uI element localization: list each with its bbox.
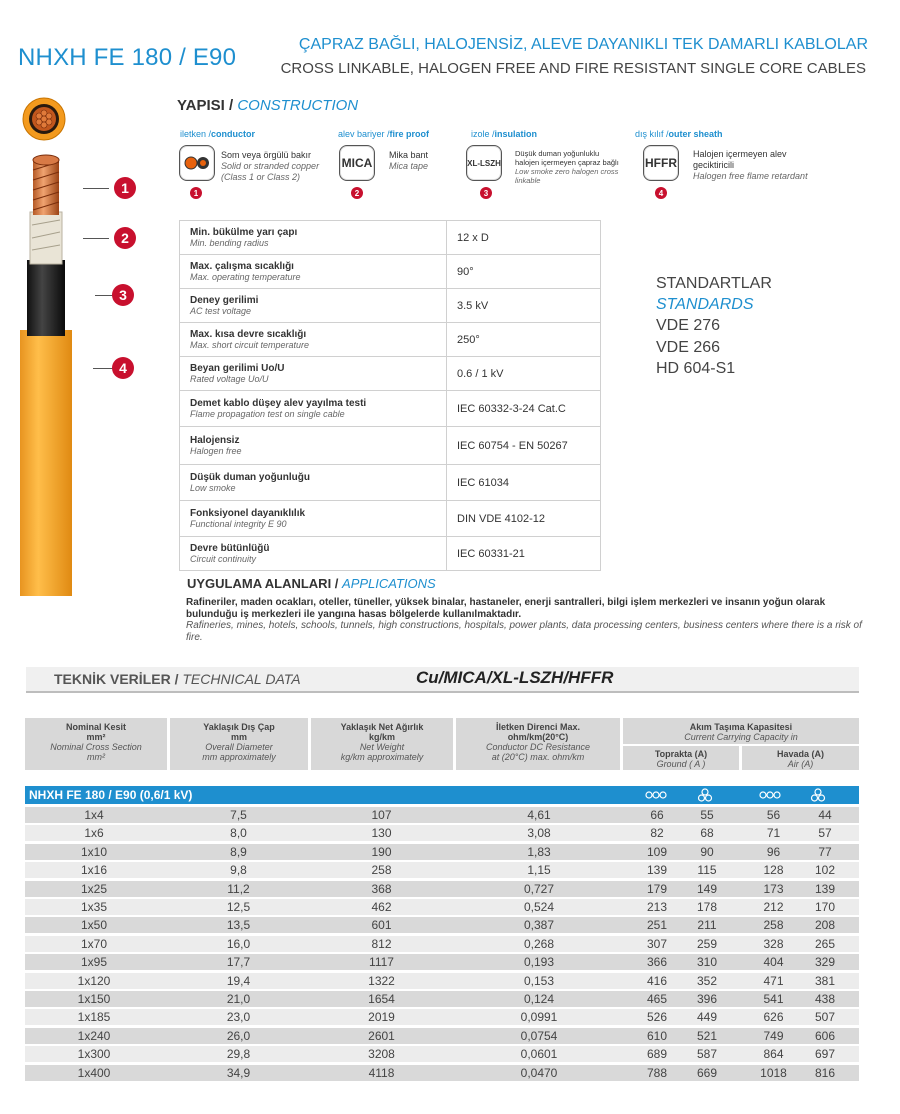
table-cell: 44 <box>818 808 832 822</box>
table-cell: 17,7 <box>226 955 251 970</box>
leader-line <box>83 238 109 239</box>
table-cell: 368 <box>371 881 392 896</box>
table-cell: 462 <box>371 900 392 914</box>
table-row <box>25 991 859 1007</box>
part-desc-insulation: Düşük duman yoğunluklu halojen içermeyen çapraz bağlı Low smoke zero halogen cross linkable <box>515 149 619 185</box>
table-cell: 0,0991 <box>520 1010 558 1025</box>
table-cell: 19,4 <box>226 973 251 988</box>
table-cell: 208 <box>814 918 836 933</box>
table-cell: 0,193 <box>523 955 555 970</box>
table-cell: 149 <box>696 881 718 896</box>
leader-line <box>83 188 109 189</box>
table-cell: 4118 <box>368 1065 395 1080</box>
table-row <box>25 936 859 952</box>
table-cell: 251 <box>646 918 668 933</box>
part-label-fire-proof: alev bariyer /fire proof <box>338 129 430 139</box>
cable-formula: Cu/MICA/XL-LSZH/HFFR <box>416 668 614 687</box>
table-cell: 0,0754 <box>520 1028 558 1043</box>
table-cell: 170 <box>814 900 836 914</box>
table-cell: 816 <box>814 1065 836 1080</box>
standard-item: VDE 276 <box>656 317 721 334</box>
table-cell: 130 <box>371 826 392 841</box>
table-row <box>25 825 859 841</box>
table-cell: 0,153 <box>523 973 555 988</box>
table-cell: 26,0 <box>226 1028 251 1043</box>
table-cell: 1x400 <box>77 1065 111 1080</box>
table-cell: 3208 <box>368 1047 395 1062</box>
table-row <box>25 1046 859 1062</box>
table-cell: 697 <box>814 1047 836 1062</box>
table-cell: 1x240 <box>77 1028 111 1043</box>
property-row: Demet kablo düşey alev yayılma testi Flame propagation test on single cable IEC 60332-3-24 Cat.C <box>180 391 601 427</box>
table-cell: 57 <box>818 826 832 841</box>
table-cell: 0,0470 <box>520 1065 558 1080</box>
table-cell: 107 <box>371 808 392 822</box>
part-label-outer-sheath: dış kılıf /outer sheath <box>635 129 723 139</box>
table-cell: 0,124 <box>523 992 555 1006</box>
subtitle-en: CROSS LINKABLE, HALOGEN FREE AND FIRE RESISTANT SINGLE CORE CABLES <box>280 60 866 77</box>
table-cell: 1117 <box>369 955 394 970</box>
table-cell: 1x4 <box>84 808 104 822</box>
table-cell: 1,15 <box>527 863 551 878</box>
part-number-1: 1 <box>190 187 202 199</box>
table-cell: 23,0 <box>226 1010 251 1025</box>
table-cell: 11,2 <box>227 881 250 896</box>
standard-item: VDE 266 <box>656 339 721 356</box>
table-cell: 1x150 <box>77 992 111 1006</box>
table-cell: 626 <box>763 1010 784 1025</box>
table-cell: 128 <box>763 863 784 878</box>
table-row <box>25 973 859 989</box>
mica-icon: MICA <box>339 145 375 181</box>
table-cell: 465 <box>646 992 668 1006</box>
properties-table <box>179 220 601 571</box>
part-label-conductor: iletken /conductor <box>180 129 256 139</box>
part-label-insulation: izole /insulation <box>471 129 538 139</box>
table-cell: 139 <box>814 881 836 896</box>
table-cell: 29,8 <box>226 1047 251 1062</box>
callout-2: 2 <box>114 227 136 249</box>
product-band-label: NHXH FE 180 / E90 (0,6/1 kV) <box>29 788 193 802</box>
table-cell: 139 <box>646 863 668 878</box>
table-cell: 526 <box>646 1010 668 1025</box>
table-cell: 71 <box>766 826 781 841</box>
table-cell: 2019 <box>368 1010 395 1025</box>
trefoil-formation-icon <box>697 788 713 802</box>
table-cell: 213 <box>646 900 668 914</box>
xl-lszh-icon: XL-LSZH <box>466 145 502 181</box>
hffr-icon: HFFR <box>643 145 679 181</box>
table-cell: 0,727 <box>523 881 555 896</box>
table-cell: 258 <box>763 918 784 933</box>
property-row: Max. çalışma sıcaklığı Max. operating temperature 90° <box>180 255 601 289</box>
table-cell: 109 <box>646 844 668 859</box>
table-cell: 1x35 <box>80 900 108 914</box>
subtitle-tr: ÇAPRAZ BAĞLI, HALOJENSİZ, ALEVE DAYANIKLI TEK DAMARLI KABLOLAR <box>298 36 868 53</box>
table-cell: 190 <box>371 844 392 859</box>
table-cell: 352 <box>696 973 718 988</box>
standard-item: HD 604-S1 <box>656 360 736 377</box>
header-overall-diameter: Yaklaşık Dış Çap mm Overall Diameter mm approximately <box>170 718 308 770</box>
header-air: Havada (A) Air (A) <box>742 746 859 770</box>
table-cell: 68 <box>700 826 714 841</box>
table-cell: 328 <box>763 936 784 951</box>
applications-text: Rafineriler, maden ocakları, oteller, tüneller, yüksek binalar, hastaneler, enerji santralleri, bilgi işlem merkezleri ve insanın yoğun olarak bulunduğu iş merkezleri ile yangına hasas bölgelerde kullanılmaktadır. Rafineries, mines, hotels, schools, tunnels, high constructions, hospitals, power plants, data processing centers, business centers where there is a risk of fire. <box>186 597 862 643</box>
table-cell: 21,0 <box>226 992 251 1006</box>
table-cell: 2601 <box>368 1028 395 1043</box>
table-cell: 12,5 <box>226 900 251 914</box>
table-cell: 34,9 <box>226 1065 251 1080</box>
table-cell: 438 <box>814 992 836 1006</box>
table-cell: 258 <box>371 863 392 878</box>
applications-heading: UYGULAMA ALANLARI / APPLICATIONS <box>187 576 436 591</box>
table-cell: 212 <box>763 900 784 914</box>
header-net-weight: Yaklaşık Net Ağırlık kg/km Net Weight kg/km approximately <box>311 718 453 770</box>
table-cell: 0,387 <box>523 918 555 933</box>
table-cell: 1x120 <box>77 973 111 988</box>
header-conductor-resistance: İletken Direnci Max. ohm/km(20°C) Conductor DC Resistance at (20°C) max. ohm/km <box>456 718 620 770</box>
table-row <box>25 844 859 860</box>
table-cell: 179 <box>646 881 668 896</box>
table-cell: 1x25 <box>80 881 108 896</box>
property-row: Halojensiz Halogen free IEC 60754 - EN 50267 <box>180 427 601 465</box>
table-cell: 102 <box>814 863 836 878</box>
table-row <box>25 917 859 933</box>
part-desc-outer-sheath: Halojen içermeyen alev geciktiricili Halogen free flame retardant <box>693 149 808 181</box>
table-cell: 211 <box>697 918 717 933</box>
table-cell: 1x300 <box>77 1047 111 1062</box>
table-cell: 1x70 <box>80 936 108 951</box>
table-cell: 610 <box>646 1028 668 1043</box>
table-row <box>25 899 859 915</box>
part-desc-fire-proof: Mika bant Mica tape <box>389 150 429 171</box>
table-row <box>25 1065 859 1081</box>
table-cell: 587 <box>696 1047 718 1062</box>
table-cell: 9,8 <box>230 863 247 878</box>
table-cell: 1654 <box>368 992 395 1006</box>
table-cell: 1322 <box>368 973 395 988</box>
flat-formation-icon <box>759 790 781 800</box>
property-row: Düşük duman yoğunluğu Low smoke IEC 61034 <box>180 465 601 501</box>
header-current-capacity: Akım Taşıma Kapasitesi Current Carrying Capacity in <box>623 718 859 744</box>
table-cell: 265 <box>814 936 836 951</box>
table-cell: 4,61 <box>527 808 551 822</box>
table-cell: 66 <box>650 808 664 822</box>
table-cell: 115 <box>697 863 717 878</box>
standards-title-en: STANDARDS <box>656 296 754 313</box>
property-row: Min. bükülme yarı çapı Min. bending radius 12 x D <box>180 221 601 255</box>
table-cell: 13,5 <box>226 918 251 933</box>
table-cell: 601 <box>371 918 392 933</box>
table-cell: 366 <box>646 955 668 970</box>
table-cell: 55 <box>700 808 714 822</box>
callout-1: 1 <box>114 177 136 199</box>
table-cell: 8,0 <box>230 826 247 841</box>
property-row: Max. kısa devre sıcaklığı Max. short circuit temperature 250° <box>180 323 601 357</box>
table-cell: 381 <box>814 973 836 988</box>
table-row <box>25 862 859 878</box>
table-cell: 404 <box>763 955 784 970</box>
header-nominal-section: Nominal Kesit mm² Nominal Cross Section mm² <box>25 718 167 770</box>
part-number-2: 2 <box>351 187 363 199</box>
table-cell: 416 <box>646 973 668 988</box>
table-cell: 173 <box>763 881 784 896</box>
table-cell: 82 <box>650 826 664 841</box>
table-cell: 689 <box>646 1047 668 1062</box>
header-ground: Toprakta (A) Ground ( A ) <box>623 746 739 770</box>
table-cell: 96 <box>766 844 781 859</box>
property-row: Beyan gerilimi Uo/U Rated voltage Uo/U 0.6 / 1 kV <box>180 357 601 391</box>
table-cell: 16,0 <box>226 936 251 951</box>
product-band <box>25 786 859 804</box>
table-cell: 1018 <box>760 1065 787 1080</box>
property-row: Deney gerilimi AC test voltage 3.5 kV <box>180 289 601 323</box>
table-cell: 1x185 <box>77 1010 111 1025</box>
standards-title: STANDARTLAR <box>656 275 772 292</box>
table-cell: 1x95 <box>80 955 108 970</box>
technical-data-title: TEKNİK VERİLER / TECHNICAL DATA <box>54 671 301 687</box>
part-desc-conductor: Som veya örgülü bakır Solid or stranded copper (Class 1 or Class 2) <box>221 150 320 182</box>
table-cell: 0,268 <box>523 936 555 951</box>
cable-layers-illustration <box>18 150 76 596</box>
table-cell: 0,0601 <box>520 1047 558 1062</box>
table-cell: 77 <box>818 844 832 859</box>
table-cell: 90 <box>700 844 714 859</box>
part-number-4: 4 <box>655 187 667 199</box>
table-cell: 788 <box>646 1065 668 1080</box>
table-cell: 310 <box>696 955 718 970</box>
table-cell: 521 <box>696 1028 718 1043</box>
table-cell: 307 <box>646 936 668 951</box>
table-cell: 541 <box>763 992 784 1006</box>
table-cell: 56 <box>766 808 781 822</box>
table-cell: 1x50 <box>80 918 108 933</box>
table-cell: 471 <box>763 973 784 988</box>
table-row <box>25 881 859 897</box>
table-row <box>25 1028 859 1044</box>
callout-3: 3 <box>112 284 134 306</box>
page-title: NHXH FE 180 / E90 <box>18 44 237 71</box>
table-cell: 259 <box>696 936 718 951</box>
property-row: Devre bütünlüğü Circuit continuity IEC 60331-21 <box>180 537 601 571</box>
table-cell: 749 <box>763 1028 784 1043</box>
table-cell: 0,524 <box>523 900 555 914</box>
table-cell: 1x6 <box>84 826 104 841</box>
table-cell: 178 <box>696 900 718 914</box>
technical-data-bar <box>26 667 859 693</box>
trefoil-formation-icon <box>810 788 826 802</box>
table-cell: 812 <box>371 936 392 951</box>
table-cell: 449 <box>696 1010 718 1025</box>
part-number-3: 3 <box>480 187 492 199</box>
flat-formation-icon <box>645 790 667 800</box>
table-cell: 7,5 <box>230 808 247 822</box>
table-cell: 864 <box>763 1047 784 1062</box>
table-cell: 1x16 <box>80 863 108 878</box>
property-row: Fonksiyonel dayanıklılık Functional integrity E 90 DIN VDE 4102-12 <box>180 501 601 537</box>
table-cell: 1,83 <box>527 844 551 859</box>
table-cell: 329 <box>814 955 836 970</box>
table-cell: 3,08 <box>527 826 551 841</box>
table-row <box>25 1009 859 1025</box>
callout-4: 4 <box>112 357 134 379</box>
table-row <box>25 954 859 970</box>
table-cell: 396 <box>696 992 718 1006</box>
construction-heading: YAPISI / CONSTRUCTION <box>177 97 359 114</box>
cable-cross-section-icon <box>14 96 74 142</box>
table-cell: 669 <box>696 1065 718 1080</box>
table-cell: 8,9 <box>230 844 247 859</box>
table-cell: 1x10 <box>80 844 108 859</box>
table-row <box>25 807 859 823</box>
table-cell: 507 <box>814 1010 836 1025</box>
table-cell: 606 <box>814 1028 836 1043</box>
conductor-icon <box>179 145 215 181</box>
